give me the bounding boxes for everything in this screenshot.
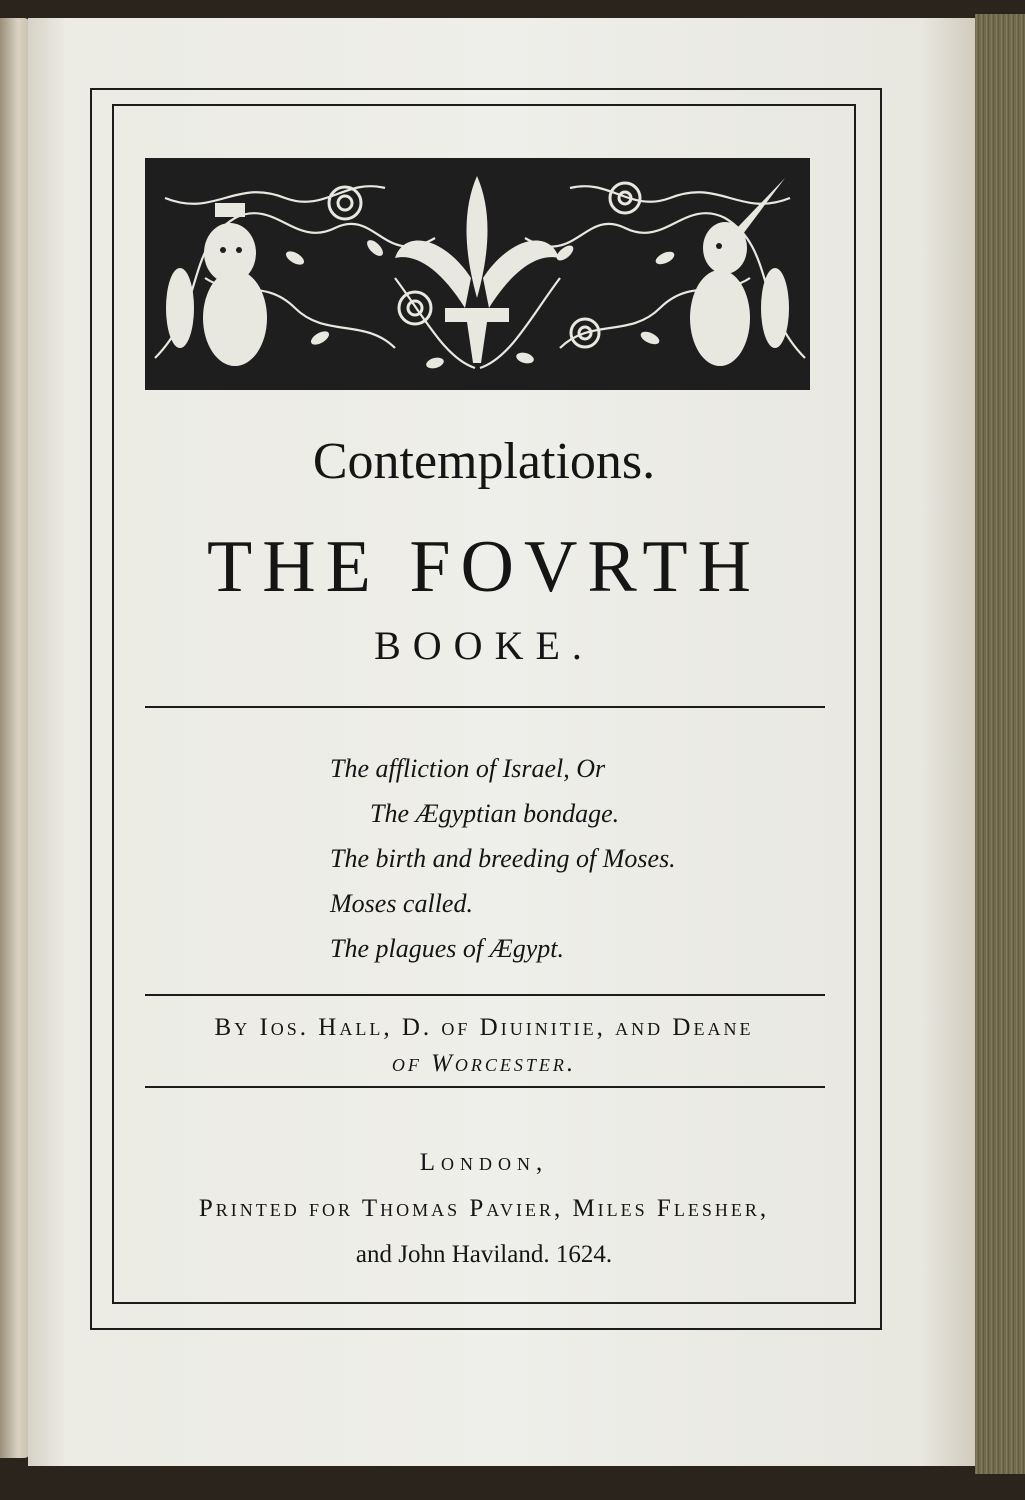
contents-item: The birth and breeding of Moses. xyxy=(330,844,676,873)
divider-rule xyxy=(145,706,825,708)
divider-rule xyxy=(145,994,825,996)
imprint-city: London, xyxy=(419,1149,549,1176)
title-line: Contemplations. xyxy=(312,433,656,490)
byline-line-1: By Ios. Hall, D. of Diuinitie, and Deane xyxy=(214,1014,754,1041)
contents-item: The affliction of Israel, Or xyxy=(330,754,606,783)
contents-item: Moses called. xyxy=(330,889,473,918)
main-title: THE FOVRTH xyxy=(207,526,761,608)
facing-page-edge xyxy=(0,18,30,1458)
contents-list xyxy=(330,746,810,971)
contents-item: The plagues of Ægypt. xyxy=(330,934,564,963)
imprint-and-line: and John Haviland. 1624. xyxy=(355,1241,613,1268)
author-byline xyxy=(112,1010,856,1082)
page-block-edges xyxy=(975,14,1025,1474)
sub-title: BOOKE. xyxy=(374,623,594,668)
imprint-printed-for: Printed for Thomas Pavier, Miles Flesher, xyxy=(198,1195,770,1222)
imprint xyxy=(112,1140,856,1278)
divider-rule xyxy=(145,1086,825,1088)
byline-line-2: of Worcester. xyxy=(391,1050,577,1077)
contents-item: The Ægyptian bondage. xyxy=(370,799,620,828)
woodcut-headpiece-icon xyxy=(145,158,810,390)
